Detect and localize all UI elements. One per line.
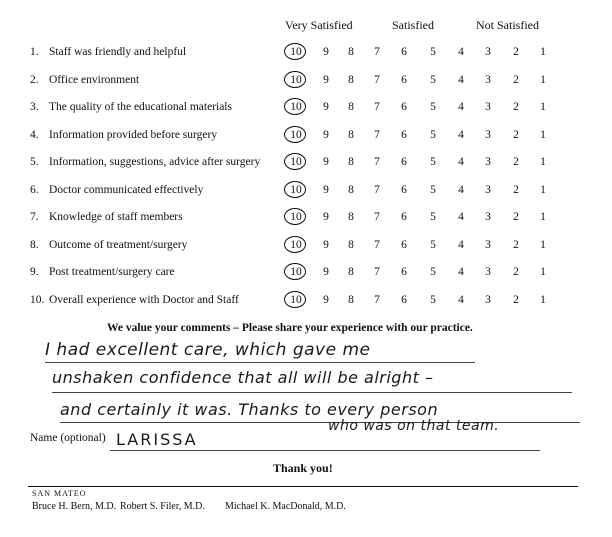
rating-value: 9 <box>323 211 329 223</box>
rating-option[interactable] <box>320 129 332 141</box>
selected-rating-circle <box>284 208 306 225</box>
rating-value: 6 <box>401 101 407 113</box>
rating-value: 10 <box>290 238 302 251</box>
survey-row <box>0 211 612 231</box>
rating-option[interactable] <box>320 239 332 251</box>
question-text: Outcome of treatment/surgery <box>49 238 188 251</box>
question-number: 10. <box>30 293 45 306</box>
rating-option[interactable] <box>345 211 357 223</box>
question-number: 2. <box>30 73 39 86</box>
rating-option[interactable] <box>371 266 383 278</box>
name-underline <box>110 450 540 451</box>
rating-option[interactable] <box>482 211 494 223</box>
rating-value: 2 <box>513 46 519 58</box>
selected-rating-circle <box>284 98 306 115</box>
rating-option[interactable] <box>371 46 383 58</box>
rating-option[interactable] <box>398 211 410 223</box>
rating-value: 5 <box>430 238 436 251</box>
rating-option[interactable] <box>320 184 332 196</box>
doctor-2: Robert S. Filer, M.D. <box>120 501 205 512</box>
rating-value: 6 <box>401 211 407 223</box>
rating-option[interactable] <box>427 294 439 306</box>
rating-option[interactable] <box>482 101 494 113</box>
rating-option[interactable] <box>398 101 410 113</box>
rating-option[interactable] <box>510 184 522 196</box>
rating-value: 10 <box>290 293 302 306</box>
selected-rating-circle <box>284 43 306 60</box>
rating-value: 2 <box>513 73 519 86</box>
rating-value: 8 <box>348 128 354 141</box>
rating-option[interactable] <box>427 239 439 251</box>
rating-option[interactable] <box>371 184 383 196</box>
rating-option[interactable] <box>320 74 332 86</box>
survey-row <box>0 294 612 314</box>
rating-value: 3 <box>485 156 491 168</box>
rating-value: 1 <box>540 293 546 306</box>
rating-option[interactable] <box>345 46 357 58</box>
rating-value: 9 <box>323 266 329 278</box>
rating-option[interactable] <box>455 129 467 141</box>
rating-option[interactable] <box>482 156 494 168</box>
rating-option[interactable] <box>427 46 439 58</box>
rating-option[interactable] <box>290 74 302 86</box>
rating-option[interactable] <box>427 129 439 141</box>
rating-value: 10 <box>290 46 302 58</box>
question-text: Information, suggestions, advice after surgery <box>49 156 261 168</box>
question-number: 6. <box>30 183 39 196</box>
survey-row <box>0 74 612 94</box>
rating-option[interactable] <box>537 156 549 168</box>
rating-value: 5 <box>430 128 436 141</box>
rating-option[interactable] <box>537 266 549 278</box>
rating-option[interactable] <box>455 156 467 168</box>
rating-value: 5 <box>430 101 436 113</box>
rating-value: 1 <box>540 101 546 113</box>
header-not-satisfied: Not Satisfied <box>476 18 539 32</box>
rating-value: 5 <box>430 73 436 86</box>
rating-value: 6 <box>401 128 407 141</box>
rating-value: 1 <box>540 238 546 251</box>
rating-option[interactable] <box>371 129 383 141</box>
rating-value: 1 <box>540 128 546 141</box>
selected-rating-circle <box>284 291 306 308</box>
rating-value: 3 <box>485 46 491 58</box>
rating-value: 1 <box>540 46 546 58</box>
rating-value: 10 <box>290 266 302 278</box>
rating-value: 10 <box>290 128 302 141</box>
selected-rating-circle <box>284 263 306 280</box>
rating-value: 6 <box>401 46 407 58</box>
rating-option[interactable] <box>345 74 357 86</box>
rating-value: 4 <box>458 46 464 58</box>
rating-value: 4 <box>458 156 464 168</box>
comment-underline-1 <box>45 362 475 363</box>
rating-value: 9 <box>323 183 329 196</box>
rating-value: 4 <box>458 293 464 306</box>
question-number: 5. <box>30 156 39 168</box>
rating-value: 8 <box>348 73 354 86</box>
rating-value: 9 <box>323 238 329 251</box>
header-very-satisfied: Very Satisfied <box>285 18 353 32</box>
rating-value: 2 <box>513 293 519 306</box>
rating-value: 3 <box>485 293 491 306</box>
rating-value: 10 <box>290 211 302 223</box>
rating-option[interactable] <box>345 266 357 278</box>
rating-option[interactable] <box>371 294 383 306</box>
rating-option[interactable] <box>290 294 302 306</box>
rating-option[interactable] <box>482 46 494 58</box>
rating-value: 3 <box>485 238 491 251</box>
rating-value: 7 <box>374 266 380 278</box>
rating-value: 3 <box>485 266 491 278</box>
footer-divider <box>28 486 578 487</box>
rating-value: 10 <box>290 156 302 168</box>
rating-option[interactable] <box>482 239 494 251</box>
rating-option[interactable] <box>345 101 357 113</box>
rating-option[interactable] <box>427 156 439 168</box>
rating-option[interactable] <box>455 74 467 86</box>
comment-line-1: I had excellent care, which gave me <box>45 340 371 360</box>
rating-value: 7 <box>374 211 380 223</box>
selected-rating-circle <box>284 181 306 198</box>
comment-line-3: and certainly it was. Thanks to every person <box>60 400 439 419</box>
rating-value: 1 <box>540 211 546 223</box>
rating-value: 3 <box>485 101 491 113</box>
rating-value: 7 <box>374 128 380 141</box>
rating-option[interactable] <box>371 156 383 168</box>
question-number: 3. <box>30 101 39 113</box>
rating-value: 4 <box>458 73 464 86</box>
question-number: 9. <box>30 266 39 278</box>
rating-option[interactable] <box>290 211 302 223</box>
comment-underline-2 <box>52 392 572 393</box>
rating-option[interactable] <box>345 156 357 168</box>
rating-option[interactable] <box>290 156 302 168</box>
rating-value: 2 <box>513 238 519 251</box>
rating-value: 8 <box>348 266 354 278</box>
rating-value: 7 <box>374 46 380 58</box>
rating-value: 7 <box>374 73 380 86</box>
rating-value: 9 <box>323 293 329 306</box>
rating-value: 3 <box>485 73 491 86</box>
rating-value: 4 <box>458 101 464 113</box>
rating-option[interactable] <box>427 101 439 113</box>
rating-option[interactable] <box>320 46 332 58</box>
survey-row <box>0 156 612 176</box>
rating-option[interactable] <box>510 211 522 223</box>
rating-option[interactable] <box>510 239 522 251</box>
rating-option[interactable] <box>320 211 332 223</box>
survey-row <box>0 266 612 286</box>
question-number: 8. <box>30 238 39 251</box>
rating-option[interactable] <box>537 294 549 306</box>
rating-option[interactable] <box>398 74 410 86</box>
rating-option[interactable] <box>537 239 549 251</box>
rating-value: 3 <box>485 211 491 223</box>
rating-value: 2 <box>513 211 519 223</box>
rating-option[interactable] <box>290 266 302 278</box>
rating-option[interactable] <box>398 129 410 141</box>
rating-option[interactable] <box>455 239 467 251</box>
rating-value: 2 <box>513 266 519 278</box>
rating-option[interactable] <box>398 156 410 168</box>
rating-option[interactable] <box>537 129 549 141</box>
selected-rating-circle <box>284 236 306 253</box>
rating-option[interactable] <box>371 74 383 86</box>
rating-option[interactable] <box>290 129 302 141</box>
rating-option[interactable] <box>482 74 494 86</box>
survey-row <box>0 129 612 149</box>
question-text: Staff was friendly and helpful <box>49 46 187 58</box>
rating-value: 2 <box>513 128 519 141</box>
rating-option[interactable] <box>345 184 357 196</box>
rating-value: 4 <box>458 238 464 251</box>
rating-value: 7 <box>374 183 380 196</box>
selected-rating-circle <box>284 71 306 88</box>
rating-value: 10 <box>290 73 302 86</box>
question-number: 1. <box>30 46 39 58</box>
rating-option[interactable] <box>537 184 549 196</box>
rating-option[interactable] <box>455 211 467 223</box>
rating-option[interactable] <box>482 184 494 196</box>
rating-option[interactable] <box>510 46 522 58</box>
rating-value: 6 <box>401 156 407 168</box>
rating-value: 4 <box>458 128 464 141</box>
question-text: Office environment <box>49 73 140 86</box>
rating-option[interactable] <box>427 184 439 196</box>
rating-option[interactable] <box>537 211 549 223</box>
rating-option[interactable] <box>398 239 410 251</box>
rating-value: 2 <box>513 156 519 168</box>
rating-option[interactable] <box>371 211 383 223</box>
rating-option[interactable] <box>427 74 439 86</box>
rating-value: 4 <box>458 266 464 278</box>
thank-you: Thank you! <box>273 461 333 475</box>
comment-line-2: unshaken confidence that all will be alright – <box>52 368 434 387</box>
rating-option[interactable] <box>290 239 302 251</box>
rating-value: 8 <box>348 293 354 306</box>
rating-value: 1 <box>540 73 546 86</box>
rating-option[interactable] <box>510 156 522 168</box>
rating-option[interactable] <box>320 266 332 278</box>
question-text: Overall experience with Doctor and Staff <box>49 293 239 306</box>
name-label: Name (optional) <box>30 432 106 444</box>
rating-option[interactable] <box>455 266 467 278</box>
rating-option[interactable] <box>455 101 467 113</box>
rating-option[interactable] <box>455 46 467 58</box>
rating-option[interactable] <box>371 239 383 251</box>
name-value: LARISSA <box>116 430 198 449</box>
rating-value: 5 <box>430 183 436 196</box>
question-number: 7. <box>30 211 39 223</box>
rating-value: 9 <box>323 73 329 86</box>
rating-option[interactable] <box>345 129 357 141</box>
rating-value: 4 <box>458 183 464 196</box>
rating-value: 9 <box>323 101 329 113</box>
rating-option[interactable] <box>427 266 439 278</box>
question-text: Knowledge of staff members <box>49 211 183 223</box>
question-text: Information provided before surgery <box>49 128 218 141</box>
comment-line-4: who was on that team. <box>328 418 500 434</box>
header-satisfied: Satisfied <box>392 18 434 32</box>
footer-code: SAN MATEO <box>32 489 87 498</box>
rating-value: 5 <box>430 211 436 223</box>
rating-option[interactable] <box>371 101 383 113</box>
rating-value: 7 <box>374 293 380 306</box>
rating-value: 6 <box>401 73 407 86</box>
rating-option[interactable] <box>537 46 549 58</box>
rating-option[interactable] <box>320 156 332 168</box>
rating-option[interactable] <box>290 101 302 113</box>
rating-value: 8 <box>348 46 354 58</box>
rating-value: 6 <box>401 238 407 251</box>
rating-option[interactable] <box>455 184 467 196</box>
rating-value: 2 <box>513 101 519 113</box>
rating-value: 1 <box>540 156 546 168</box>
rating-value: 2 <box>513 183 519 196</box>
doctor-1: Bruce H. Bern, M.D. <box>32 501 117 512</box>
rating-option[interactable] <box>290 184 302 196</box>
rating-option[interactable] <box>510 74 522 86</box>
rating-option[interactable] <box>290 46 302 58</box>
rating-value: 9 <box>323 156 329 168</box>
rating-value: 8 <box>348 211 354 223</box>
rating-value: 8 <box>348 101 354 113</box>
question-text: Post treatment/surgery care <box>49 266 175 278</box>
survey-row <box>0 46 612 66</box>
rating-value: 7 <box>374 238 380 251</box>
rating-option[interactable] <box>398 46 410 58</box>
rating-option[interactable] <box>320 294 332 306</box>
rating-value: 10 <box>290 101 302 113</box>
rating-option[interactable] <box>398 184 410 196</box>
rating-option[interactable] <box>482 129 494 141</box>
rating-value: 9 <box>323 46 329 58</box>
rating-value: 5 <box>430 46 436 58</box>
rating-option[interactable] <box>482 266 494 278</box>
question-number: 4. <box>30 128 39 141</box>
question-text: Doctor communicated effectively <box>49 183 204 196</box>
rating-option[interactable] <box>455 294 467 306</box>
survey-row <box>0 184 612 204</box>
rating-option[interactable] <box>427 211 439 223</box>
rating-value: 3 <box>485 183 491 196</box>
rating-option[interactable] <box>510 101 522 113</box>
rating-option[interactable] <box>320 101 332 113</box>
rating-value: 3 <box>485 128 491 141</box>
rating-value: 1 <box>540 183 546 196</box>
comment-underline-3 <box>60 422 580 423</box>
rating-value: 7 <box>374 156 380 168</box>
rating-option[interactable] <box>510 129 522 141</box>
rating-value: 8 <box>348 156 354 168</box>
rating-option[interactable] <box>398 294 410 306</box>
rating-option[interactable] <box>482 294 494 306</box>
comments-prompt: We value your comments – Please share your experience with our practice. <box>107 322 473 334</box>
rating-option[interactable] <box>345 294 357 306</box>
rating-value: 6 <box>401 266 407 278</box>
rating-value: 5 <box>430 266 436 278</box>
rating-value: 5 <box>430 293 436 306</box>
rating-option[interactable] <box>510 294 522 306</box>
rating-value: 8 <box>348 238 354 251</box>
survey-row <box>0 239 612 259</box>
selected-rating-circle <box>284 126 306 143</box>
rating-value: 7 <box>374 101 380 113</box>
survey-row <box>0 101 612 121</box>
rating-value: 4 <box>458 211 464 223</box>
selected-rating-circle <box>284 153 306 170</box>
rating-value: 5 <box>430 156 436 168</box>
rating-value: 6 <box>401 183 407 196</box>
question-text: The quality of the educational materials <box>49 101 232 113</box>
rating-option[interactable] <box>398 266 410 278</box>
rating-value: 9 <box>323 128 329 141</box>
rating-option[interactable] <box>537 101 549 113</box>
rating-value: 10 <box>290 183 302 196</box>
rating-option[interactable] <box>345 239 357 251</box>
rating-option[interactable] <box>510 266 522 278</box>
rating-value: 1 <box>540 266 546 278</box>
rating-value: 8 <box>348 183 354 196</box>
rating-value: 6 <box>401 293 407 306</box>
doctor-3: Michael K. MacDonald, M.D. <box>225 501 346 512</box>
rating-option[interactable] <box>537 74 549 86</box>
